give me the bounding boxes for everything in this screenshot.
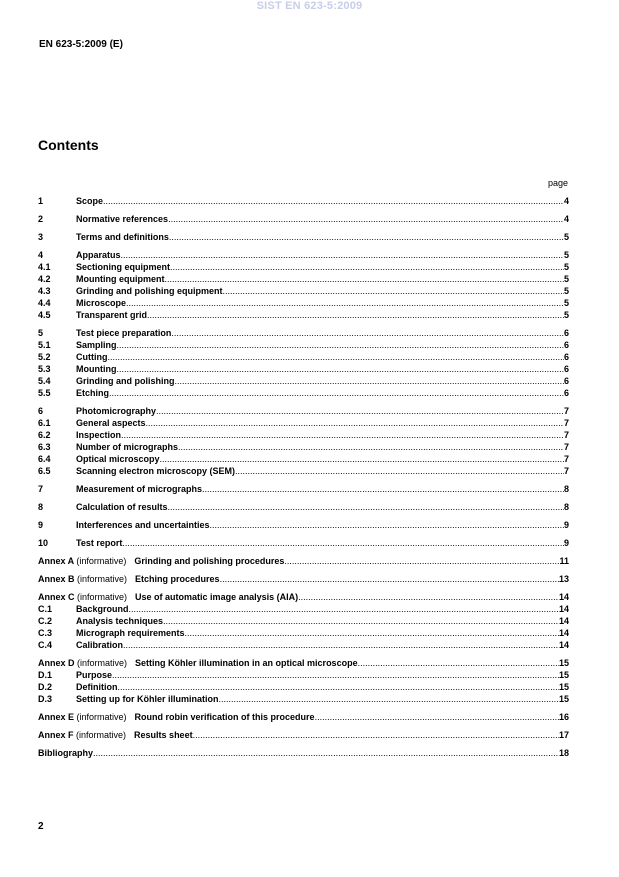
toc-annex-id: Annex A (38, 556, 74, 566)
toc-entry[interactable] (38, 429, 569, 441)
toc-entry[interactable] (38, 249, 569, 261)
toc-annex-type: (informative) (77, 574, 128, 584)
toc-annex-type: (informative) (76, 730, 127, 740)
toc-section-number: 6.4 (38, 454, 51, 464)
toc-dot-leader (117, 339, 564, 351)
toc-annex-label (38, 711, 135, 723)
toc-section-title: Definition (76, 682, 118, 692)
toc-dot-leader (185, 627, 559, 639)
toc-entry[interactable] (38, 261, 569, 273)
toc-annex-id: Annex D (38, 658, 75, 668)
toc-entry[interactable] (38, 363, 569, 375)
toc-dot-leader (178, 441, 564, 453)
toc-section-number: 9 (38, 520, 44, 530)
toc-entry[interactable] (38, 387, 569, 399)
toc-section-number: C.3 (38, 628, 53, 638)
page-title: Contents (38, 137, 99, 153)
toc-entry[interactable] (38, 441, 569, 453)
toc-dot-leader (103, 195, 564, 207)
toc-page-number: 14 (558, 604, 569, 614)
toc-entry[interactable] (38, 603, 569, 615)
toc-page-number: 13 (558, 574, 569, 584)
toc-section-title: Grinding and polishing procedures (134, 556, 285, 566)
toc-dot-leader (168, 213, 564, 225)
toc-page-number: 5 (563, 262, 569, 272)
toc-page-number: 14 (558, 640, 569, 650)
toc-section-title: Etching (76, 388, 109, 398)
document-reference: EN 623-5:2009 (E) (39, 39, 123, 50)
toc-section-number: 5.2 (38, 352, 51, 362)
toc-section-number: 5.3 (38, 364, 51, 374)
toc-entry[interactable] (38, 501, 569, 513)
toc-page-number: 8 (563, 484, 569, 494)
toc-section-title: Test report (76, 538, 123, 548)
toc-annex-label (38, 591, 135, 603)
toc-dot-leader (193, 729, 559, 741)
toc-page-number: 5 (563, 310, 569, 320)
toc-entry[interactable] (38, 453, 569, 465)
toc-dot-leader (163, 615, 559, 627)
toc-dot-leader (121, 429, 564, 441)
toc-page-number: 8 (563, 502, 569, 512)
toc-annex-type: (informative) (77, 658, 128, 668)
toc-dot-leader (164, 273, 564, 285)
toc-entry[interactable] (38, 681, 569, 693)
toc-section-title: Microscope (76, 298, 127, 308)
toc-annex-type: (informative) (76, 712, 127, 722)
toc-annex-id: Annex F (38, 730, 74, 740)
toc-section-number: 4.2 (38, 274, 51, 284)
toc-entry[interactable] (38, 483, 569, 495)
toc-section-title: Photomicrography (76, 406, 157, 416)
watermark: SIST EN 623-5:2009 (256, 0, 363, 12)
toc-entry[interactable] (38, 627, 569, 639)
toc-section-title: Bibliography (38, 748, 94, 758)
toc-dot-leader (210, 519, 564, 531)
toc-entry[interactable] (38, 405, 569, 417)
toc-section-title: Setting Köhler illumination in an optical microscope (135, 658, 358, 668)
toc-section-number: 5.4 (38, 376, 51, 386)
toc-page-number: 9 (563, 538, 569, 548)
toc-entry[interactable] (38, 351, 569, 363)
toc-section-title: Scanning electron microscopy (SEM) (76, 466, 236, 476)
toc-section-number: 2 (38, 214, 44, 224)
toc-entry[interactable] (38, 231, 569, 243)
toc-dot-leader (170, 261, 564, 273)
toc-dot-leader (122, 537, 564, 549)
toc-dot-leader (223, 285, 564, 297)
toc-section-title: Setting up for Köhler illumination (76, 694, 219, 704)
toc-page-number: 7 (563, 466, 569, 476)
toc-section-number: 4.4 (38, 298, 51, 308)
toc-entry[interactable] (38, 285, 569, 297)
toc-entry[interactable] (38, 273, 569, 285)
toc-section-number: D.3 (38, 694, 53, 704)
toc-section-title: Transparent grid (76, 310, 148, 320)
toc-section-number: C.2 (38, 616, 53, 626)
toc-entry[interactable] (38, 297, 569, 309)
toc-dot-leader (160, 453, 564, 465)
toc-page-number: 16 (558, 712, 569, 722)
toc-section-number: 4.3 (38, 286, 51, 296)
toc-page-number: 7 (563, 418, 569, 428)
toc-annex-id: Annex C (38, 592, 75, 602)
toc-dot-leader (156, 405, 564, 417)
toc-dot-leader (93, 747, 559, 759)
toc-section-title: Measurement of micrographs (76, 484, 203, 494)
toc-page-number: 7 (563, 442, 569, 452)
toc-dot-leader (118, 681, 559, 693)
toc-page-number: 4 (563, 214, 569, 224)
toc-section-title: General aspects (76, 418, 146, 428)
toc-section-title: Scope (76, 196, 104, 206)
toc-entry[interactable] (38, 669, 569, 681)
toc-entry[interactable] (38, 537, 569, 549)
toc-page-number: 5 (563, 286, 569, 296)
toc-dot-leader (168, 501, 564, 513)
toc-entry[interactable] (38, 639, 569, 651)
toc-dot-leader (108, 351, 564, 363)
toc-section-number: 8 (38, 502, 44, 512)
toc-entry[interactable] (38, 417, 569, 429)
toc-section-number: 4.1 (38, 262, 51, 272)
toc-page-number: 11 (559, 556, 569, 566)
toc-section-title: Round robin verification of this procedure (134, 712, 315, 722)
toc-entry[interactable] (38, 693, 569, 705)
toc-section-number: 6.1 (38, 418, 51, 428)
toc-section-title: Etching procedures (135, 574, 220, 584)
toc-section-number: 7 (38, 484, 44, 494)
toc-section-title: Calculation of results (76, 502, 168, 512)
toc-section-title: Mounting (76, 364, 117, 374)
toc-page-number: 14 (558, 616, 569, 626)
toc-dot-leader (220, 573, 559, 585)
toc-section-number: C.1 (38, 604, 53, 614)
toc-section-title: Analysis techniques (76, 616, 164, 626)
toc-section-number: 5.5 (38, 388, 51, 398)
toc-section-number: 6.2 (38, 430, 51, 440)
toc-section-number: D.1 (38, 670, 53, 680)
toc-entry[interactable] (38, 591, 569, 603)
toc-section-number: 5.1 (38, 340, 51, 350)
toc-annex-id: Annex B (38, 574, 75, 584)
toc-section-title: Number of micrographs (76, 442, 179, 452)
toc-section-number: 4 (38, 250, 44, 260)
toc-dot-leader (129, 603, 559, 615)
toc-dot-leader (169, 231, 564, 243)
toc-section-title: Grinding and polishing equipment (76, 286, 223, 296)
toc-annex-label (38, 555, 134, 567)
toc-section-number: 10 (38, 538, 49, 548)
toc-dot-leader (171, 327, 564, 339)
toc-annex-type: (informative) (77, 592, 128, 602)
toc-page-number: 5 (563, 298, 569, 308)
toc-page-number: 15 (558, 658, 569, 668)
toc-dot-leader (358, 657, 559, 669)
toc-dot-leader (284, 555, 559, 567)
toc-section-number: D.2 (38, 682, 53, 692)
toc-dot-leader (121, 249, 564, 261)
toc-entry[interactable] (38, 729, 569, 741)
toc-section-title: Normative references (76, 214, 169, 224)
toc-page-number: 6 (563, 352, 569, 362)
toc-section-title: Inspection (76, 430, 122, 440)
toc-annex-label (38, 729, 134, 741)
toc-section-title: Optical microscopy (76, 454, 160, 464)
toc-entry[interactable] (38, 657, 569, 669)
toc-page-number: 6 (563, 340, 569, 350)
toc-section-title: Terms and definitions (76, 232, 169, 242)
toc-page-number: 7 (563, 430, 569, 440)
toc-section-title: Results sheet (134, 730, 193, 740)
toc-page-number: 18 (558, 748, 569, 758)
toc-dot-leader (116, 363, 564, 375)
toc-dot-leader (109, 387, 564, 399)
page-number: 2 (38, 821, 44, 832)
toc-annex-label (38, 657, 135, 669)
toc-dot-leader (126, 297, 564, 309)
page-column-label: page (547, 178, 568, 188)
toc-section-number: 5 (38, 328, 44, 338)
toc-page-number: 15 (558, 670, 569, 680)
toc-page-number: 7 (563, 454, 569, 464)
toc-section-number: 3 (38, 232, 44, 242)
toc-dot-leader (147, 309, 564, 321)
toc-page-number: 6 (563, 328, 569, 338)
toc-entry[interactable] (38, 339, 569, 351)
toc-section-title: Test piece preparation (76, 328, 172, 338)
toc-entry[interactable] (38, 213, 569, 225)
toc-entry[interactable] (38, 327, 569, 339)
toc-section-title: Cutting (76, 352, 108, 362)
toc-section-title: Sectioning equipment (76, 262, 171, 272)
toc-section-number: 6.3 (38, 442, 51, 452)
toc-dot-leader (146, 417, 564, 429)
toc-page-number: 6 (563, 388, 569, 398)
toc-entry[interactable] (38, 711, 569, 723)
toc-dot-leader (112, 669, 559, 681)
toc-dot-leader (202, 483, 564, 495)
toc-entry[interactable] (38, 519, 569, 531)
toc-page-number: 14 (558, 592, 569, 602)
toc-section-title: Purpose (76, 670, 113, 680)
toc-entry[interactable] (38, 465, 569, 477)
toc-section-title: Use of automatic image analysis (AIA) (135, 592, 299, 602)
toc-section-title: Calibration (76, 640, 124, 650)
toc-page-number: 4 (563, 196, 569, 206)
toc-section-title: Micrograph requirements (76, 628, 185, 638)
toc-entry[interactable] (38, 195, 569, 207)
toc-page-number: 17 (558, 730, 569, 740)
toc-page-number: 6 (563, 376, 569, 386)
toc-page-number: 5 (563, 274, 569, 284)
toc-entry[interactable] (38, 747, 569, 759)
toc-page-number: 7 (563, 406, 569, 416)
toc-dot-leader (175, 375, 564, 387)
toc-section-title: Grinding and polishing (76, 376, 175, 386)
toc-annex-type: (informative) (76, 556, 127, 566)
toc-page-number: 15 (558, 682, 569, 692)
toc-dot-leader (235, 465, 564, 477)
toc-dot-leader (123, 639, 559, 651)
toc-section-number: C.4 (38, 640, 53, 650)
toc-section-title: Background (76, 604, 129, 614)
toc-annex-label (38, 573, 135, 585)
toc-page-number: 14 (558, 628, 569, 638)
toc-annex-id: Annex E (38, 712, 75, 722)
toc-page-number: 9 (563, 520, 569, 530)
toc-section-title: Apparatus (76, 250, 121, 260)
toc-entry[interactable] (38, 555, 569, 567)
toc-section-number: 4.5 (38, 310, 51, 320)
toc-section-number: 6 (38, 406, 44, 416)
toc-dot-leader (219, 693, 559, 705)
toc-entry[interactable] (38, 309, 569, 321)
toc-page-number: 15 (558, 694, 569, 704)
toc-page-number: 6 (563, 364, 569, 374)
toc-entry[interactable] (38, 375, 569, 387)
toc-section-number: 6.5 (38, 466, 51, 476)
toc-dot-leader (315, 711, 559, 723)
toc-entry[interactable] (38, 615, 569, 627)
table-of-contents (38, 195, 569, 759)
toc-section-number: 1 (38, 196, 44, 206)
toc-section-title: Interferences and uncertainties (76, 520, 210, 530)
toc-page-number: 5 (563, 232, 569, 242)
toc-entry[interactable] (38, 573, 569, 585)
toc-section-title: Sampling (76, 340, 117, 350)
toc-dot-leader (298, 591, 559, 603)
toc-section-title: Mounting equipment (76, 274, 165, 284)
toc-page-number: 5 (563, 250, 569, 260)
